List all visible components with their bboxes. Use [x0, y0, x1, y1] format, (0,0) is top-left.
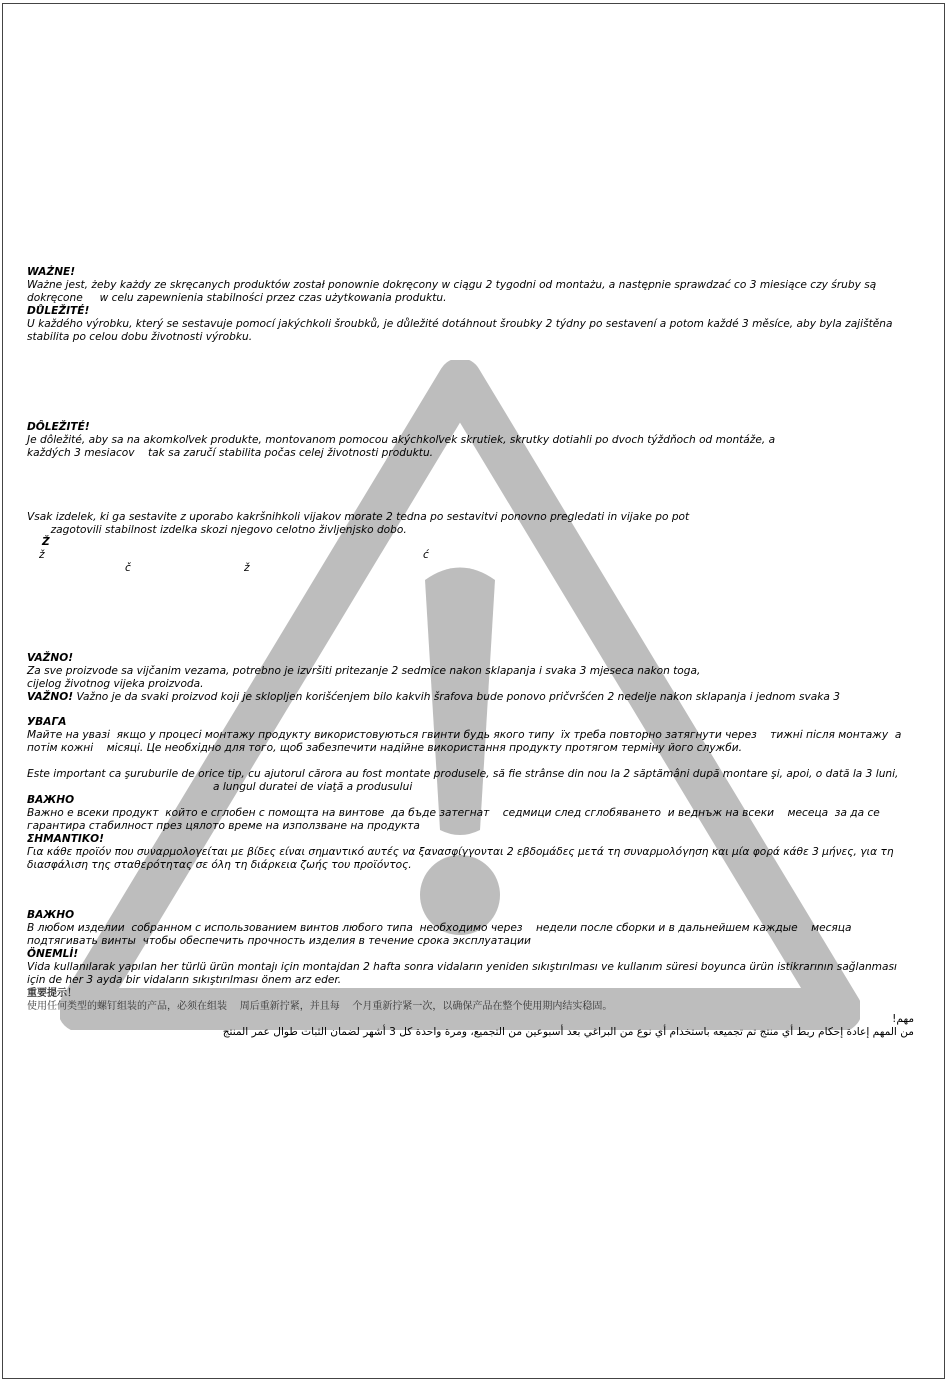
section-slovenian [27, 511, 916, 537]
section-polish [27, 266, 916, 344]
heading-bg: ВАЖНО [27, 794, 75, 806]
heading-sk: DÔLEŽITÉ! [27, 421, 90, 433]
text-tr: Vida kullanılarak yapılan her türlü ürün montajı için montajdan 2 hafta sonra vidaların yeniden sıkıştırılması ve kullanım süresi boyunca ürün istikrarının sağlanması için de her 3 ayda bir vidaların sıkıştırılması önem arz eder. [27, 961, 901, 986]
heading-cs: DŮLEŽITÉ! [27, 305, 90, 317]
text-ru: В любом изделии собранном с использованием винтов любого типа необходимо через недели после сборки и в дальнейшем каждые месяца подтягивать винты чтобы обеспечить прочность изделия в течение срока эксплуатации [27, 922, 855, 947]
text-pl: Ważne jest, żeby każdy ze skręcanych produktów został ponownie dokręcony w ciągu 2 tygodni od montażu, a następnie sprawdzać co 3 miesiące czy śruby są dokręcone w celu zapewnienia stabilności przez czas użytkowania produktu. [27, 279, 880, 304]
heading-ar: مهم! [892, 1013, 914, 1025]
text-cs: U každého výrobku, který se sestavuje pomocí jakýchkoli šroubků, je důležité dotáhnout šroubky 2 týdny po sestavení a potom každé 3 měsíce, aby byla zajištěna stabilita po celou dobu životnosti výrobku. [27, 318, 896, 343]
heading-pl: WAŻNE! [27, 266, 76, 278]
heading-sr: VAŽNO! [27, 691, 74, 703]
heading-uk: УВАГА [27, 716, 67, 728]
stray-char: ž [39, 549, 45, 561]
text-zh: 使用任何类型的螺钉组装的产品，必须在组装 周后重新拧紧，并且每 个月重新拧紧一次，以确保产品在整个使用期内结实稳固。 [27, 1001, 613, 1012]
section-russian [27, 909, 916, 1013]
stray-char: Ž [42, 536, 50, 548]
text-sl-line1: Vsak izdelek, ki ga sestavite z uporabo kakršnihkoli vijakov morate 2 tedna po sestavitvi ponovno pregledati in vijake po pot [27, 511, 690, 523]
heading-el: ΣΗΜΑΝΤΙΚΟ! [27, 833, 104, 845]
section-croatian [27, 652, 916, 704]
text-el: Για κάθε προϊόν που συναρμολογείται με βίδες είναι σημαντικό αυτές να ξανασφίγγονται 2 εβδομάδες μετά τη συναρμολόγηση και μία φορά κάθε 3 μήνες, για τη διασφάλιση της σταθερότητας σε όλη τη διάρκεια ζωής του προϊόντος. [27, 846, 897, 871]
heading-hr: VAŽNO! [27, 652, 74, 664]
section-romanian [27, 768, 916, 794]
text-bg: Важно е всеки продукт който е сглобен с помощта на винтове да бъде затегнат седмици след сглобяването и веднъж на всеки месеца за да се гарантира стабилност през цялото време на използване на продукта [27, 807, 884, 832]
stray-char: č [125, 562, 131, 574]
section-bulgarian [27, 794, 916, 872]
text-sk: Je dôležité, aby sa na akomkoľvek produkte, montovanom pomocou akýchkoľvek skrutiek, skrutky dotiahli po dvoch týždňoch od montáže, a každých 3 mesiacov tak sa zaručí stabilita počas celej životnosti produktu. [27, 434, 779, 459]
section-ukrainian [27, 716, 916, 755]
text-hr: Za sve proizvode sa vijčanim vezama, potrebno je izvršiti pritezanje 2 sedmice nakon sklapanja i svaka 3 mjeseca nakon toga, cijelog životnog vijeka proizvoda. [27, 665, 704, 690]
text-sl-line2: zagotovili stabilnost izdelka skozi njegovo celotno življenjsko dobo. [27, 524, 407, 536]
heading-ru: ВАЖНО [27, 909, 75, 921]
text-ar: من المهم إعادة إحكام ربط أي منتج تم تجميعه باستخدام أي نوع من البراغي بعد أسبوعين من التجميع، ومرة واحدة كل 3 أشهر لضمان الثبات طوال عمر المنتج [222, 1026, 914, 1038]
stray-char: ž [244, 562, 250, 574]
heading-zh: 重要提示！ [27, 988, 77, 999]
text-sr [27, 691, 916, 704]
section-slovak [27, 421, 790, 460]
text-ro-line2: a lungul duratei de viaţă a produsului [213, 781, 413, 793]
stray-char: ć [423, 549, 429, 561]
heading-tr: ÖNEMLİ! [27, 948, 79, 960]
text-sr-body: Važno je da svaki proizvod koji je sklopljen korišćenjem bilo kakvih šrafova bude ponovo pričvršćen 2 nedelje nakon sklapanja i jednom svaka 3 [73, 691, 840, 703]
text-uk: Майте на увазі якщо у процесі монтажу продукту використовуються гвинти будь якого типу їх треба повторно затягнути через тижні після монтажу а потім кожні місяці. Це необхідно для того, щоб забезпечити надійне використання продукту протягом терміну його служби. [27, 729, 905, 754]
text-ro-line1: Este important ca şuruburile de orice tip, cu ajutorul cărora au fost montate produsele, să fie strânse din nou la 2 săptămâni după montare şi, apoi, o dată la 3 luni, [27, 768, 899, 780]
